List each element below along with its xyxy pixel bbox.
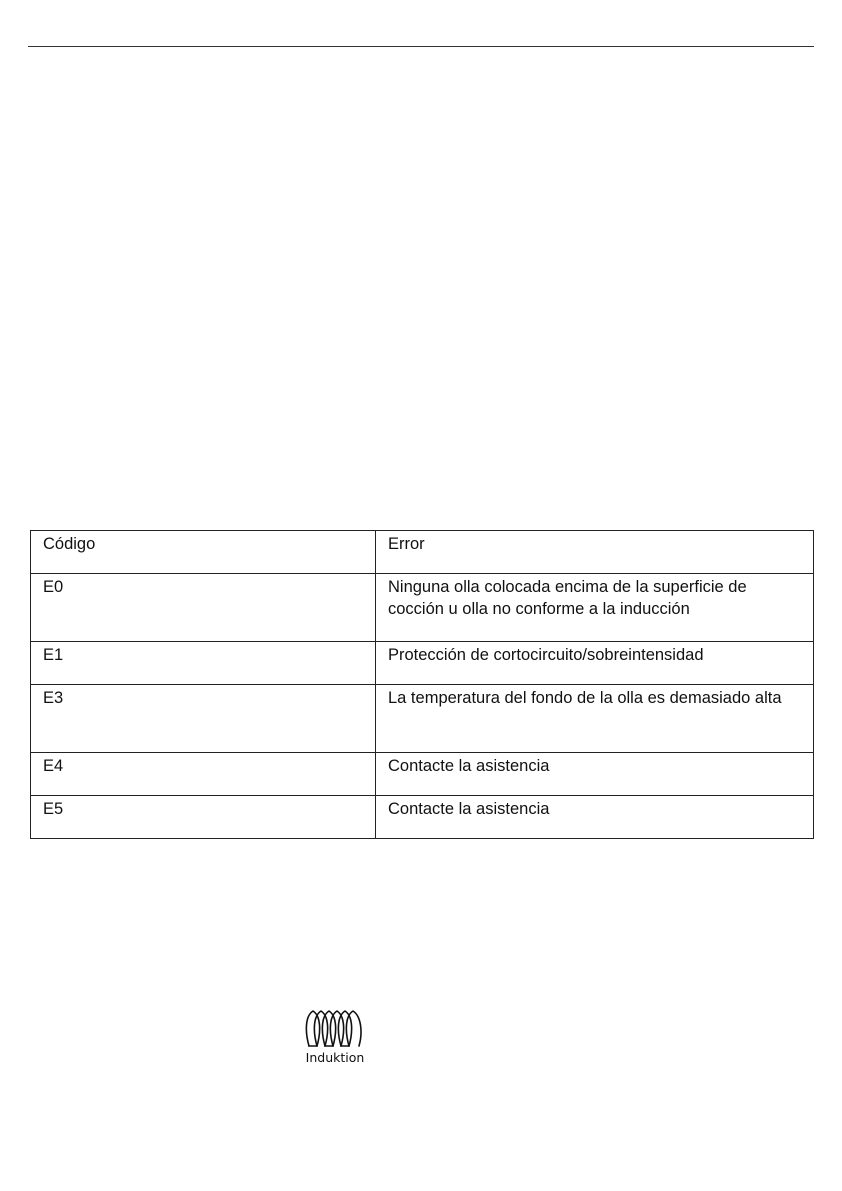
logo-caption: Induktion	[305, 1050, 365, 1065]
error-code-cell: E5	[31, 796, 376, 839]
table-row	[31, 685, 814, 753]
error-description-cell: Protección de cortocircuito/sobreintensidad	[376, 642, 814, 685]
error-description-cell: La temperatura del fondo de la olla es demasiado alta	[376, 685, 814, 753]
table-row	[31, 753, 814, 796]
error-code-cell: E0	[31, 574, 376, 642]
induction-coil-icon	[303, 1006, 367, 1050]
table-row	[31, 574, 814, 642]
error-code-cell: E4	[31, 753, 376, 796]
table-header-row	[31, 531, 814, 574]
column-header-code: Código	[31, 531, 376, 574]
header-rule	[28, 46, 814, 47]
error-code-cell: E3	[31, 685, 376, 753]
table-row	[31, 642, 814, 685]
column-header-error: Error	[376, 531, 814, 574]
error-description-cell: Ninguna olla colocada encima de la superficie de cocción u olla no conforme a la inducción	[376, 574, 814, 642]
error-code-table	[30, 530, 814, 839]
table-row	[31, 796, 814, 839]
error-description-cell: Contacte la asistencia	[376, 796, 814, 839]
error-description-cell: Contacte la asistencia	[376, 753, 814, 796]
error-code-cell: E1	[31, 642, 376, 685]
induction-logo	[300, 1006, 370, 1065]
